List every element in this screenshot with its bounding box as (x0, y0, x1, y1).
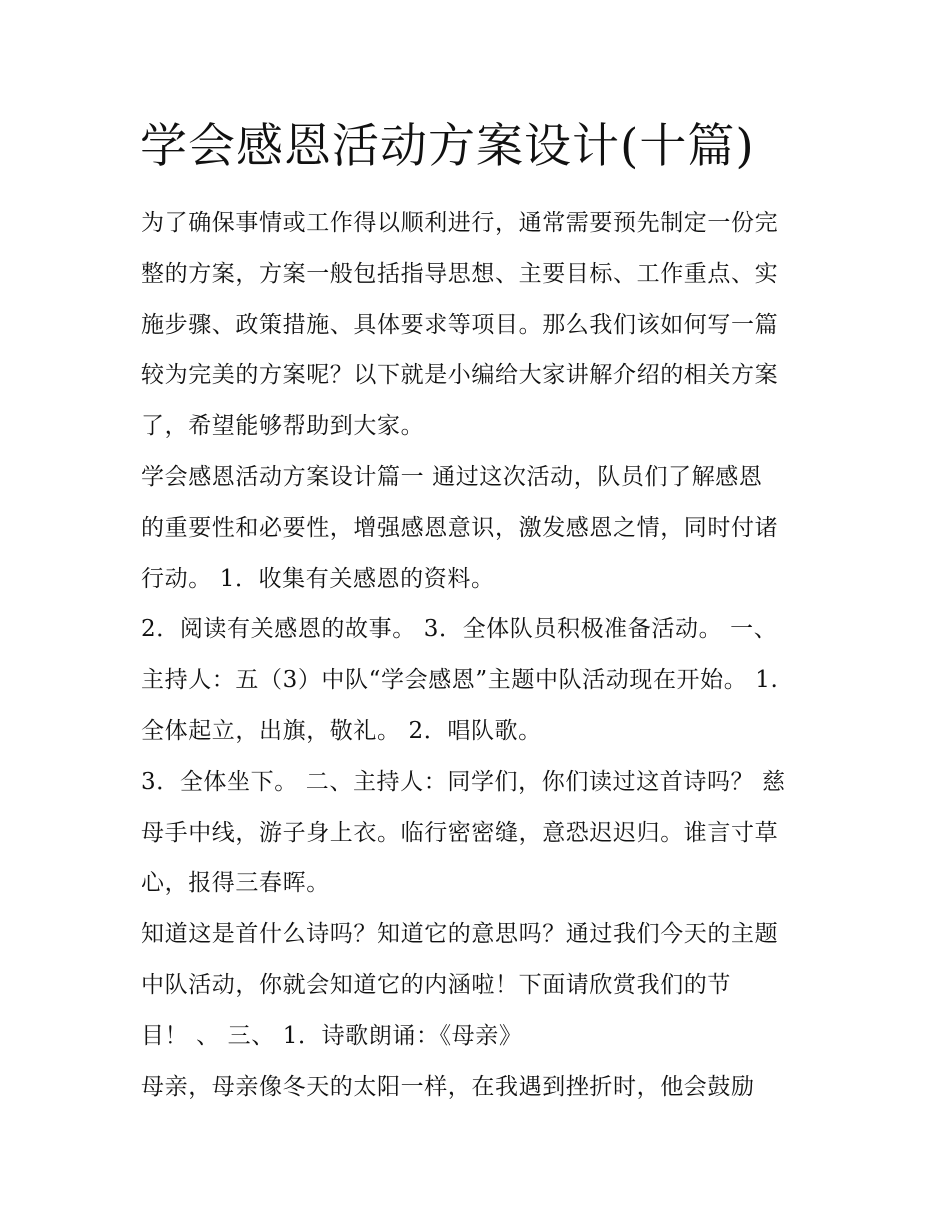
text-line: 了，希望能够帮助到大家。 (141, 413, 425, 440)
text-line: 施步骤、政策措施、具体要求等项目。那么我们该如何写一篇 (141, 311, 779, 338)
text-line: 全体起立，出旗，敬礼。 2．唱队歌。 (141, 717, 542, 744)
text-line: 整的方案，方案一般包括指导思想、主要目标、工作重点、实 (141, 260, 779, 287)
text-line: 母手中线，游子身上衣。临行密密缝，意恐迟迟归。谁言寸草 (141, 819, 779, 846)
text-line: 主持人：五（3）中队“学会感恩”主题中队活动现在开始。 1. (141, 667, 779, 694)
text-line: 为了确保事情或工作得以顺利进行，通常需要预先制定一份完 (141, 210, 779, 236)
text-line: 中队活动，你就会知道它的内涵啦！下面请欣赏我们的节 (141, 971, 731, 998)
text-line: 的重要性和必要性，增强感恩意识，激发感恩之情，同时付诸 (141, 514, 779, 541)
text-line: 3．全体坐下。 二、主持人：同学们，你们读过这首诗吗？ 慈 (141, 768, 786, 795)
text-line: 心，报得三春晖。 (141, 870, 330, 897)
text-line: 2．阅读有关感恩的故事。 3．全体队员积极准备活动。 一、 (141, 616, 778, 643)
text-line: 目！ 、 三、 1．诗歌朗诵：《母亲》 (141, 1022, 523, 1049)
document-body (141, 198, 821, 1112)
text-line: 较为完美的方案呢？以下就是小编给大家讲解介绍的相关方案 (141, 362, 779, 389)
text-line: 行动。 1．收集有关感恩的资料。 (141, 565, 495, 592)
document-title: 学会感恩活动方案设计(十篇) (140, 119, 755, 174)
text-line: 学会感恩活动方案设计篇一 通过这次活动，队员们了解感恩 (141, 463, 763, 490)
text-line: 母亲，母亲像冬天的太阳一样，在我遇到挫折时，他会鼓励 (141, 1073, 755, 1100)
text-line: 知道这是首什么诗吗？知道它的意思吗？通过我们今天的主题 (141, 921, 779, 948)
